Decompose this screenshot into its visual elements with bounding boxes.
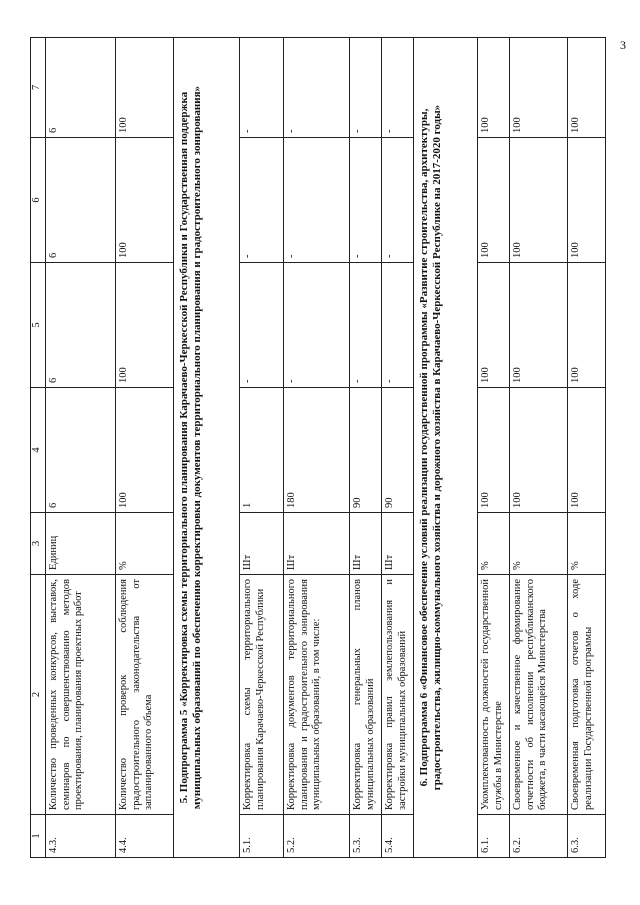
value-cell: 100 — [116, 388, 174, 513]
value-cell: 90 — [350, 388, 382, 513]
value-cell: 100 — [478, 38, 510, 138]
row-number: 6.2. — [510, 815, 568, 858]
indicator-name: Укомплектованность должностей государственной службы в Министерстве — [478, 575, 510, 815]
row-number: 5.3. — [350, 815, 382, 858]
value-cell: - — [382, 138, 414, 263]
row-number: 5.2. — [284, 815, 350, 858]
row-number: 5.4. — [382, 815, 414, 858]
indicator-name: Корректировка схемы территориального планирования Карачаево-Черкесской Республики — [240, 575, 284, 815]
value-cell: - — [284, 138, 350, 263]
value-cell: 100 — [510, 138, 568, 263]
table-row — [116, 38, 174, 858]
indicator-name: Количество проведенных конкурсов, выставок, семинаров по совершенствованию методов проектирования, планирования проектных работ — [46, 575, 116, 815]
table-row — [382, 38, 414, 858]
unit-cell: Шт — [382, 513, 414, 575]
value-cell: - — [284, 263, 350, 388]
value-cell: 100 — [116, 38, 174, 138]
row-number: 4.4. — [116, 815, 174, 858]
value-cell: - — [240, 138, 284, 263]
value-cell: 100 — [116, 263, 174, 388]
value-cell: 100 — [116, 138, 174, 263]
value-cell: - — [382, 38, 414, 138]
table-row — [510, 38, 568, 858]
indicator-name: Своевременное и качественное формирование отчетности об исполнении республиканского бюджета, в части касающейся Министерства — [510, 575, 568, 815]
unit-cell: % — [510, 513, 568, 575]
unit-cell: Шт — [240, 513, 284, 575]
value-cell: 1 — [240, 388, 284, 513]
value-cell: - — [284, 38, 350, 138]
value-cell: - — [240, 38, 284, 138]
indicator-name: Корректировка правил землепользования и застройки муниципальных образований — [382, 575, 414, 815]
section-row — [414, 38, 478, 858]
unit-cell: % — [568, 513, 606, 575]
indicator-name: Корректировка генеральных планов муниципальных образований — [350, 575, 382, 815]
value-cell: 100 — [478, 388, 510, 513]
value-cell: - — [350, 138, 382, 263]
value-cell: 100 — [568, 138, 606, 263]
unit-cell: Шт — [284, 513, 350, 575]
table-row — [284, 38, 350, 858]
header-row — [31, 38, 46, 858]
section-title: 5. Подпрограмма 5 «Корректировка схемы территориального планирования Карачаево-Черкесской Республики и Государственная поддержка муниципальных образований по обеспечению корректировки документов территориального планирования и градостроительного зонирования» — [174, 38, 240, 858]
value-cell: 90 — [382, 388, 414, 513]
value-cell: 100 — [510, 263, 568, 388]
value-cell: 180 — [284, 388, 350, 513]
page-number: 3 — [620, 38, 626, 52]
indicator-name: Корректировка документов территориального планирования и градостроительного зонирования муниципальных образований, в том числе: — [284, 575, 350, 815]
unit-cell: Единиц — [46, 513, 116, 575]
indicator-name: Своевременная подготовка отчетов о ходе реализации Государственной программы — [568, 575, 606, 815]
unit-cell: Шт — [350, 513, 382, 575]
header-cell: 1 — [31, 815, 46, 858]
unit-cell: % — [478, 513, 510, 575]
value-cell: - — [350, 38, 382, 138]
value-cell: 6 — [46, 263, 116, 388]
value-cell: 6 — [46, 138, 116, 263]
row-number: 5.1. — [240, 815, 284, 858]
value-cell: - — [382, 263, 414, 388]
value-cell: 6 — [46, 38, 116, 138]
value-cell: - — [350, 263, 382, 388]
table-row — [350, 38, 382, 858]
indicators-table — [30, 37, 606, 858]
value-cell: - — [240, 263, 284, 388]
header-cell: 2 — [31, 575, 46, 815]
section-row — [174, 38, 240, 858]
value-cell: 6 — [46, 388, 116, 513]
header-cell: 4 — [31, 388, 46, 513]
value-cell: 100 — [478, 138, 510, 263]
value-cell: 100 — [568, 388, 606, 513]
section-title: 6. Подпрограмма 6 «Финансовое обеспечение условий реализации государственной программы «Развитие строительства, архитектуры, градостроительства, жилищно-коммунального хозяйства и дорожного хозяйства в Карачаево-Черкесской Республике на 2017-2020 годы» — [414, 38, 478, 858]
header-cell: 5 — [31, 263, 46, 388]
table-row — [568, 38, 606, 858]
indicator-name: Количество проверок соблюдения градостроительного законодательства от запланированного объема — [116, 575, 174, 815]
value-cell: 100 — [568, 263, 606, 388]
header-cell: 6 — [31, 138, 46, 263]
row-number: 6.1. — [478, 815, 510, 858]
rotated-page — [30, 38, 620, 858]
unit-cell: % — [116, 513, 174, 575]
value-cell: 100 — [510, 38, 568, 138]
value-cell: 100 — [568, 38, 606, 138]
row-number: 6.3. — [568, 815, 606, 858]
value-cell: 100 — [510, 388, 568, 513]
table-row — [478, 38, 510, 858]
header-cell: 3 — [31, 513, 46, 575]
table-row — [240, 38, 284, 858]
header-cell: 7 — [31, 38, 46, 138]
table-row — [46, 38, 116, 858]
row-number: 4.3. — [46, 815, 116, 858]
value-cell: 100 — [478, 263, 510, 388]
